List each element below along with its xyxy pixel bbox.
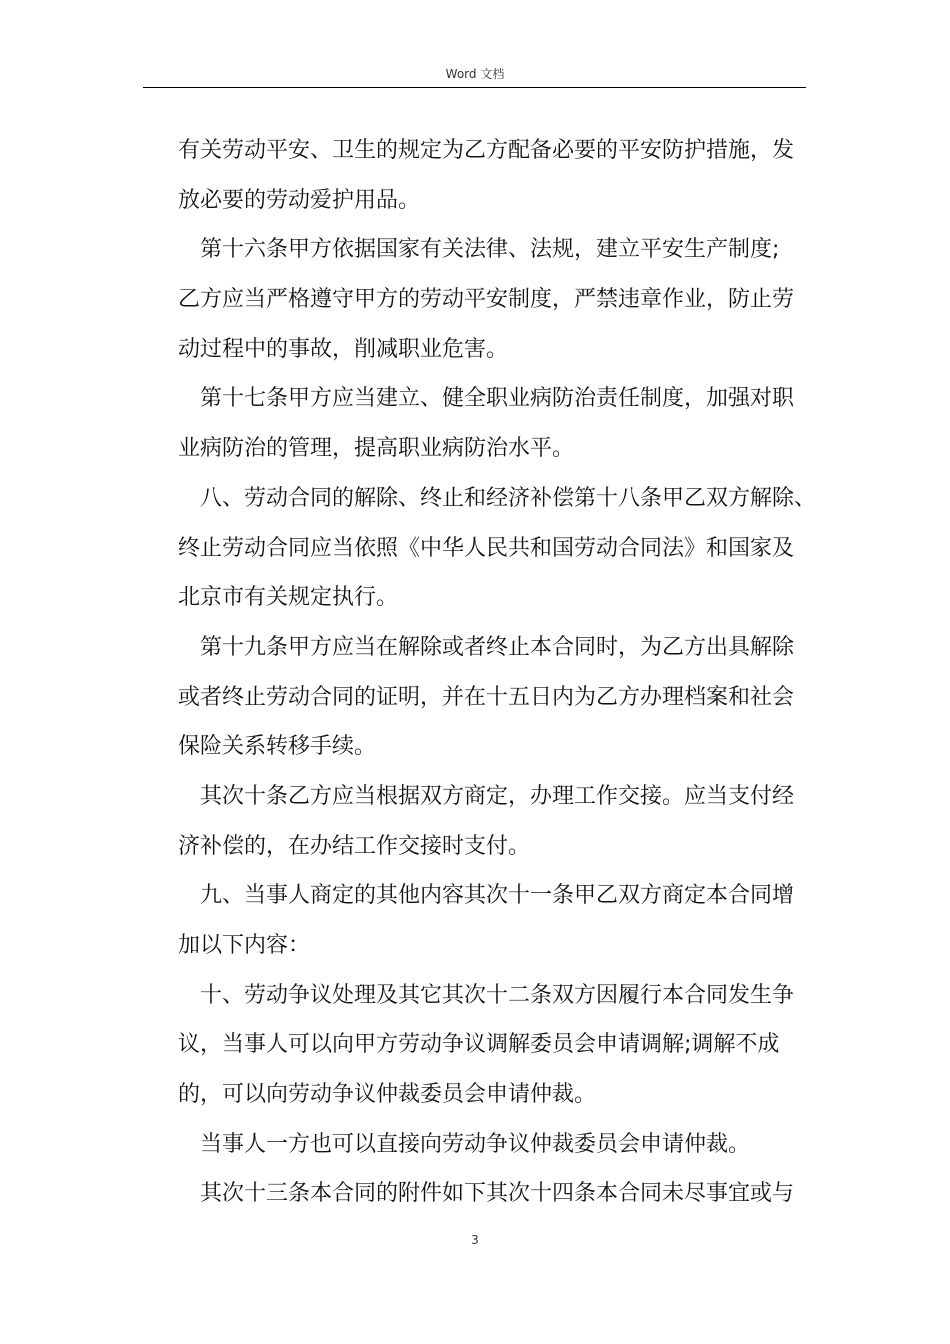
text-line: 北京市有关规定执行。 [178,585,399,611]
text-line: 其次十条乙方应当根据双方商定，办理工作交接。应当支付经 [200,783,795,809]
text-line: 议，当事人可以向甲方劳动争议调解委员会申请调解;调解不成 [178,1032,780,1058]
text-line: 乙方应当严格遵守甲方的劳动平安制度，严禁违章作业，防止劳 [178,287,795,313]
text-line: 十、劳动争议处理及其它其次十二条双方因履行本合同发生争 [200,982,795,1008]
text-line: 放必要的劳动爱护用品。 [178,187,421,213]
text-line: 加以下内容： [178,933,311,958]
document-header-title: Word 文档 [445,67,505,81]
page-number: 3 [471,1233,479,1247]
document-body [178,126,817,1219]
text-line: 动过程中的事故，削减职业危害。 [178,336,509,362]
text-line: 或者终止劳动合同的证明，并在十五日内为乙方办理档案和社会 [178,684,795,710]
text-line: 保险关系转移手续。 [178,734,377,760]
text-line: 济补偿的，在办结工作交接时支付。 [178,833,531,859]
text-line: 九、当事人商定的其他内容其次十一条甲乙双方商定本合同增 [200,883,795,909]
header-divider [143,87,806,88]
text-line: 第十七条甲方应当建立、健全职业病防治责任制度，加强对职 [200,386,795,412]
text-line: 第十六条甲方依据国家有关法律、法规，建立平安生产制度; [200,237,780,263]
text-line: 的，可以向劳动争议仲裁委员会申请仲裁。 [178,1082,597,1108]
text-line: 当事人一方也可以直接向劳动争议仲裁委员会申请仲裁。 [200,1131,751,1157]
text-line: 其次十三条本合同的附件如下其次十四条本合同未尽事宜或与 [200,1181,795,1207]
text-line: 有关劳动平安、卫生的规定为乙方配备必要的平安防护措施，发 [178,138,795,163]
text-line: 终止劳动合同应当依照《中华人民共和国劳动合同法》和国家及 [178,535,795,561]
text-line: 第十九条甲方应当在解除或者终止本合同时，为乙方出具解除 [200,634,795,660]
text-line: 八、劳动合同的解除、终止和经济补偿第十八条甲乙双方解除、 [200,485,817,511]
text-line: 业病防治的管理，提高职业病防治水平。 [178,436,575,462]
